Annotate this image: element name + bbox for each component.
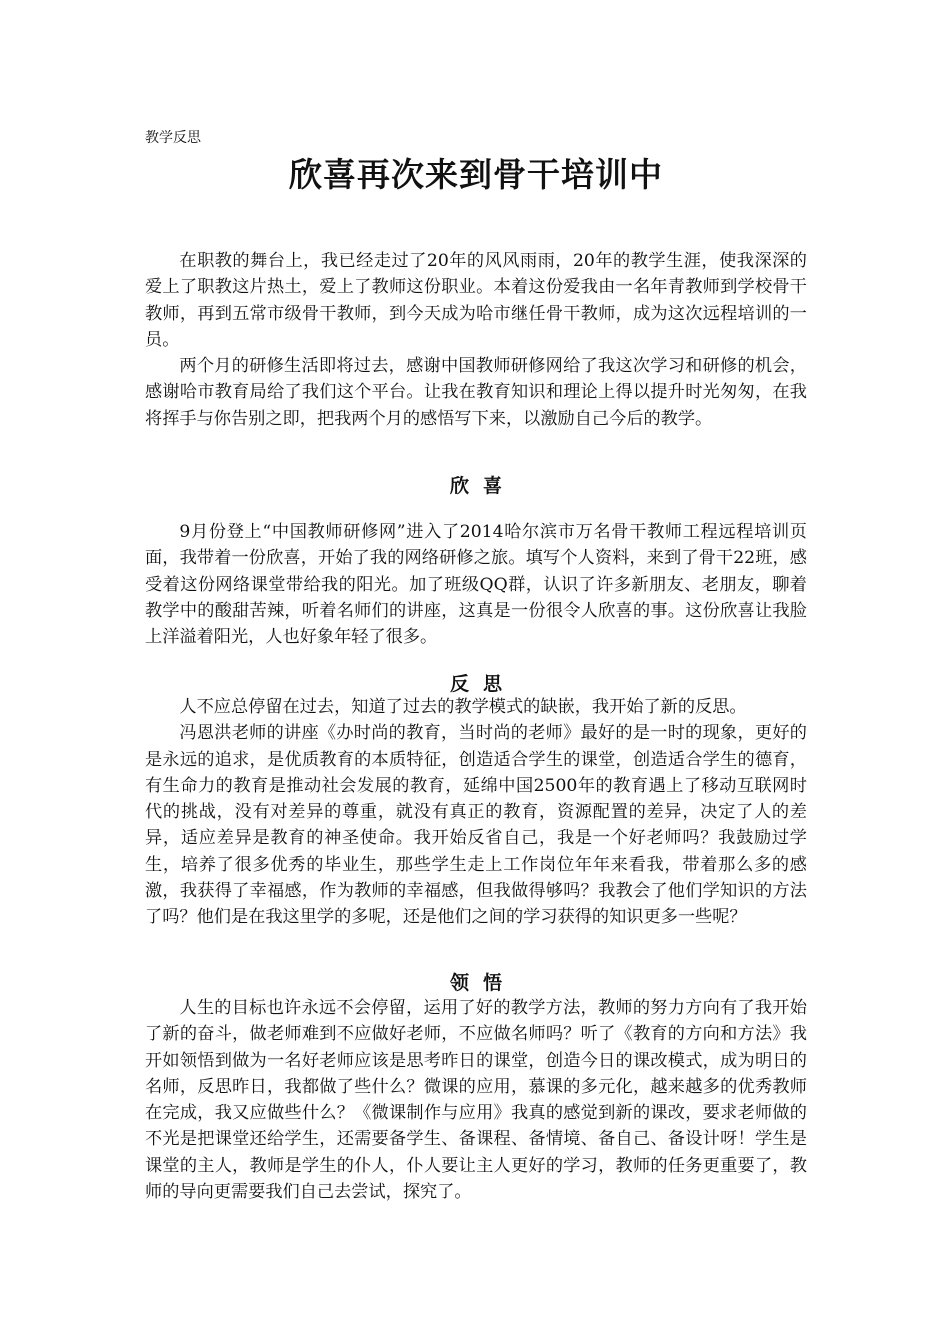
section-heading-lingwu: 领悟 (449, 972, 516, 994)
section-xinxi-paragraph-1: 9月份登上“中国教师研修网”进入了2014哈尔滨市万名骨干教师工程远程培训页面，我带着一份欣喜，开始了我的网络研修之旅。填写个人资料，来到了骨干22班，感受着这份网络课堂带给我的阳光。加了班级QQ群，认识了许多新朋友、老朋友，聊着教学中的酸甜苦辣，听着名师们的讲座，这真是一份很令人欣喜的事。这份欣喜让我脸上洋溢着阳光，人也好象年轻了很多。 (145, 522, 807, 648)
document-title: 欣喜再次来到骨干培训中 (289, 155, 663, 194)
section-lingwu-body (145, 995, 807, 1205)
section-xinxi-body (145, 519, 807, 650)
intro-paragraph-1: 在职教的舞台上，我已经走过了20年的风风雨雨，20年的教学生涯，使我深深的爱上了职教这片热土，爱上了教师这份职业。本着这份爱我由一名年青教师到学校骨干教师，再到五常市级骨干教师，到今天成为哈市继任骨干教师，成为这次远程培训的一员。 (145, 251, 807, 350)
section-fansi-body (145, 694, 807, 931)
section-lingwu-paragraph-1: 人生的目标也许永远不会停留，运用了好的教学方法，教师的努力方向有了我开始了新的奋斗，做老师难到不应做好老师，不应做名师吗？听了《教育的方向和方法》我开如领悟到做为一名好老师应该是思考昨日的课堂，创造今日的课改模式，成为明日的名师，反思昨日，我都做了些什么？微课的应用，慕课的多元化，越来越多的优秀教师在完成，我又应做些什么？《微课制作与应用》我真的感觉到新的课改，要求老师做的不光是把课堂还给学生，还需要备学生、备课程、备情境、备自己、备设计呀！学生是课堂的主人，教师是学生的仆人，仆人要让主人更好的学习，教师的任务更重要了，教师的导向更需要我们自己去尝试，探究了。 (145, 998, 807, 1203)
document-category: 教学反思 (145, 130, 201, 146)
intro-paragraph-2: 两个月的研修生活即将过去，感谢中国教师研修网给了我这次学习和研修的机会，感谢哈市教育局给了我们这个平台。让我在教育知识和理论上得以提升时光匆匆，在我将挥手与你告别之即，把我两个月的感悟写下来，以激励自己今后的教学。 (145, 356, 807, 429)
section-heading-fansi: 反思 (449, 673, 516, 695)
section-fansi-paragraph-2: 冯恩洪老师的讲座《办时尚的教育，当时尚的老师》最好的是一时的现象，更好的是永远的追求，是优质教育的本质特征，创造适合学生的课堂，创造适合学生的德育，有生命力的教育是推动社会发展的教育，延绵中国2500年的教育遇上了移动互联网时代的挑战，没有对差异的尊重，就没有真正的教育，资源配置的差异，决定了人的差异，适应差异是教育的神圣使命。我开始反省自己，我是一个好老师吗？我鼓励过学生，培养了很多优秀的毕业生，那些学生走上工作岗位年年来看我，带着那么多的感激，我获得了幸福感，作为教师的幸福感，但我做得够吗？我教会了他们学知识的方法了吗？他们是在我这里学的多呢，还是他们之间的学习获得的知识更多一些呢？ (145, 723, 807, 928)
section-heading-xinxi: 欣喜 (449, 475, 516, 497)
intro-block (145, 248, 807, 432)
section-fansi-paragraph-1: 人不应总停留在过去，知道了过去的教学模式的缺嵌，我开始了新的反思。 (179, 697, 747, 717)
